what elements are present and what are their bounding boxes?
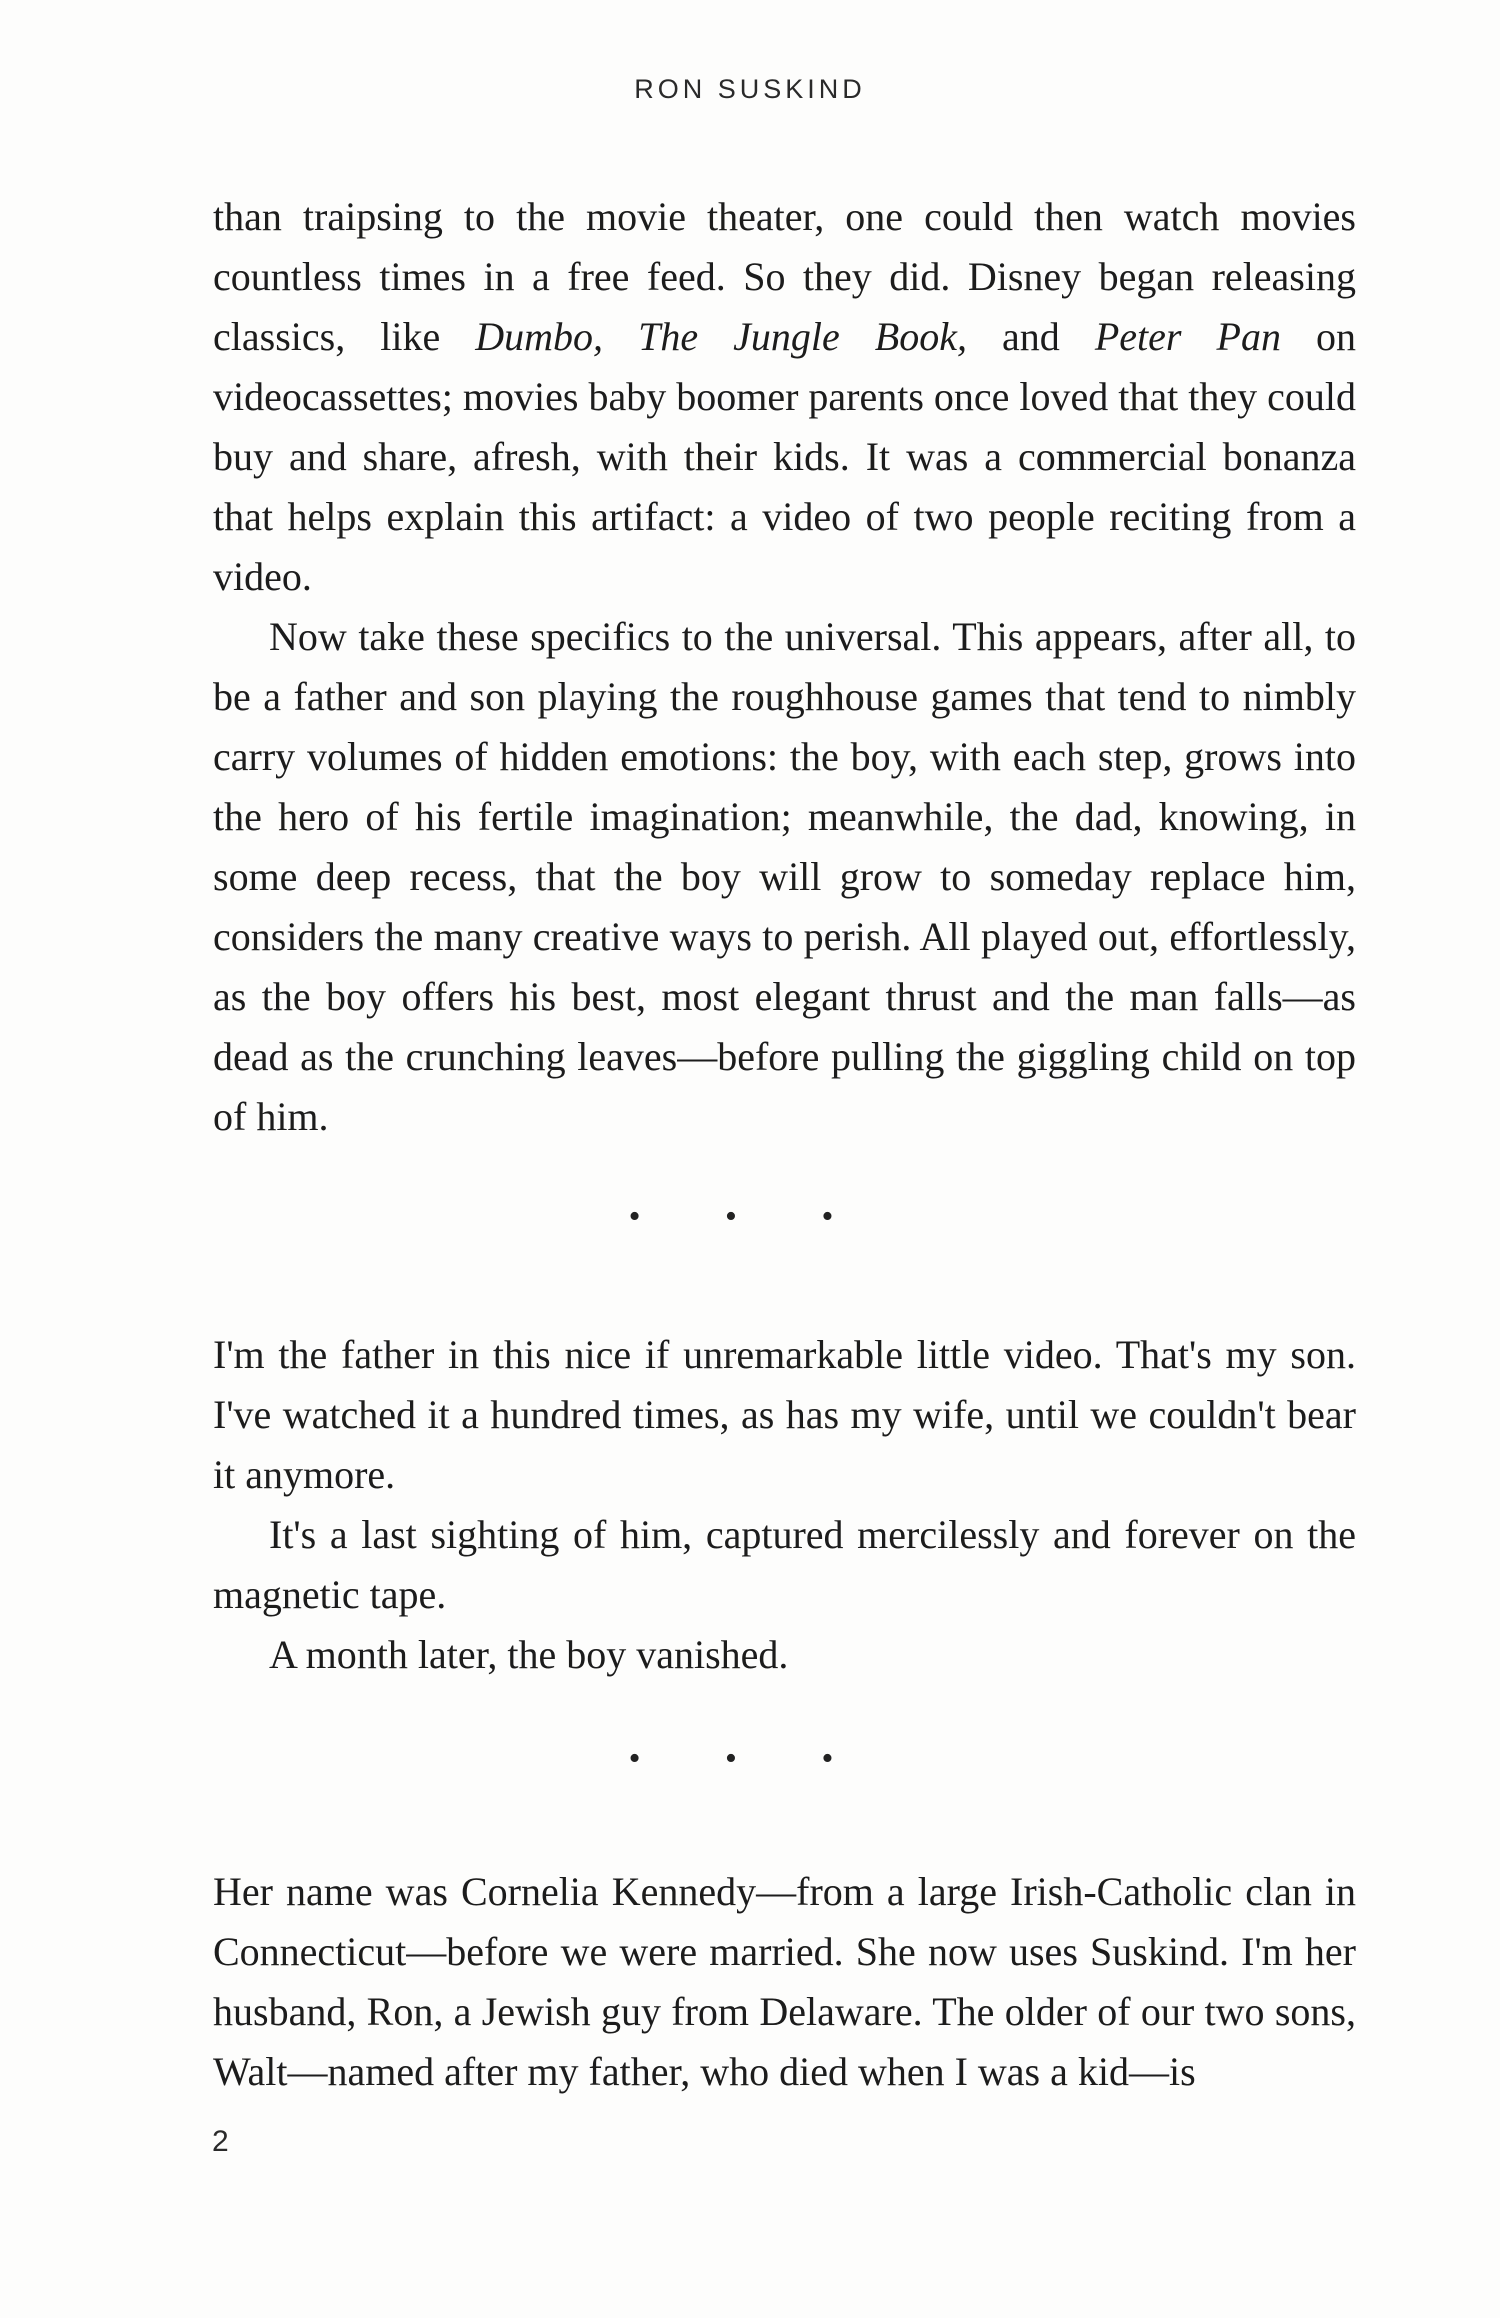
- paragraph: [213, 187, 1356, 607]
- text-span: than traipsing to the movie theater, one could then watch movies countless times in a free feed. So they did. Disney began releasing classics, like: [213, 194, 1356, 359]
- text-span: [603, 314, 638, 359]
- paragraph: A month later, the boy vanished.: [269, 1632, 789, 1677]
- running-head: RON SUSKIND: [634, 74, 866, 104]
- title-dumbo: Dumbo,: [475, 314, 604, 359]
- text-span: and: [967, 314, 1095, 359]
- paragraph: Her name was Cornelia Kennedy—from a large Irish-Catholic clan in Connecticut—before we were married. She now uses Suskind. I'm her husband, Ron, a Jewish guy from Delaware. The older of our two sons, Walt—named after my father, who died when I was a kid—is: [213, 1869, 1356, 2094]
- title-jungle-book: The Jungle Book,: [638, 314, 967, 359]
- text-span: on videocassettes; movies baby boomer parents once loved that they could buy and share, afresh, with their kids. It was a commercial bonanza that helps explain this artifact: a video of two people reciting from a video.: [213, 314, 1357, 599]
- paragraph: I'm the father in this nice if unremarkable little video. That's my son. I've watched it a hundred times, as has my wife, until we couldn't bear it anymore.: [213, 1332, 1356, 1497]
- text-block-1: [213, 187, 1356, 1147]
- paragraph: Now take these specifics to the universal. This appears, after all, to be a father and son playing the roughhouse games that tend to nimbly carry volumes of hidden emotions: the boy, with each step, grows into the hero of his fertile imagination; meanwhile, the dad, knowing, in some deep recess, that the boy will grow to someday replace him, considers the many creative ways to perish. All played out, effortlessly, as the boy offers his best, most elegant thrust and the man falls—as dead as the crunching leaves—before pulling the giggling child on top of him.: [213, 614, 1356, 1139]
- paragraph: It's a last sighting of him, captured mercilessly and forever on the magnetic tape.: [213, 1512, 1356, 1617]
- section-break: • • •: [628, 1740, 872, 1777]
- text-block-3: [213, 1862, 1356, 2102]
- text-block-2: [213, 1325, 1356, 1685]
- section-break: • • •: [628, 1198, 872, 1235]
- page-number: 2: [212, 2125, 229, 2158]
- title-peter-pan: Peter Pan: [1094, 314, 1281, 359]
